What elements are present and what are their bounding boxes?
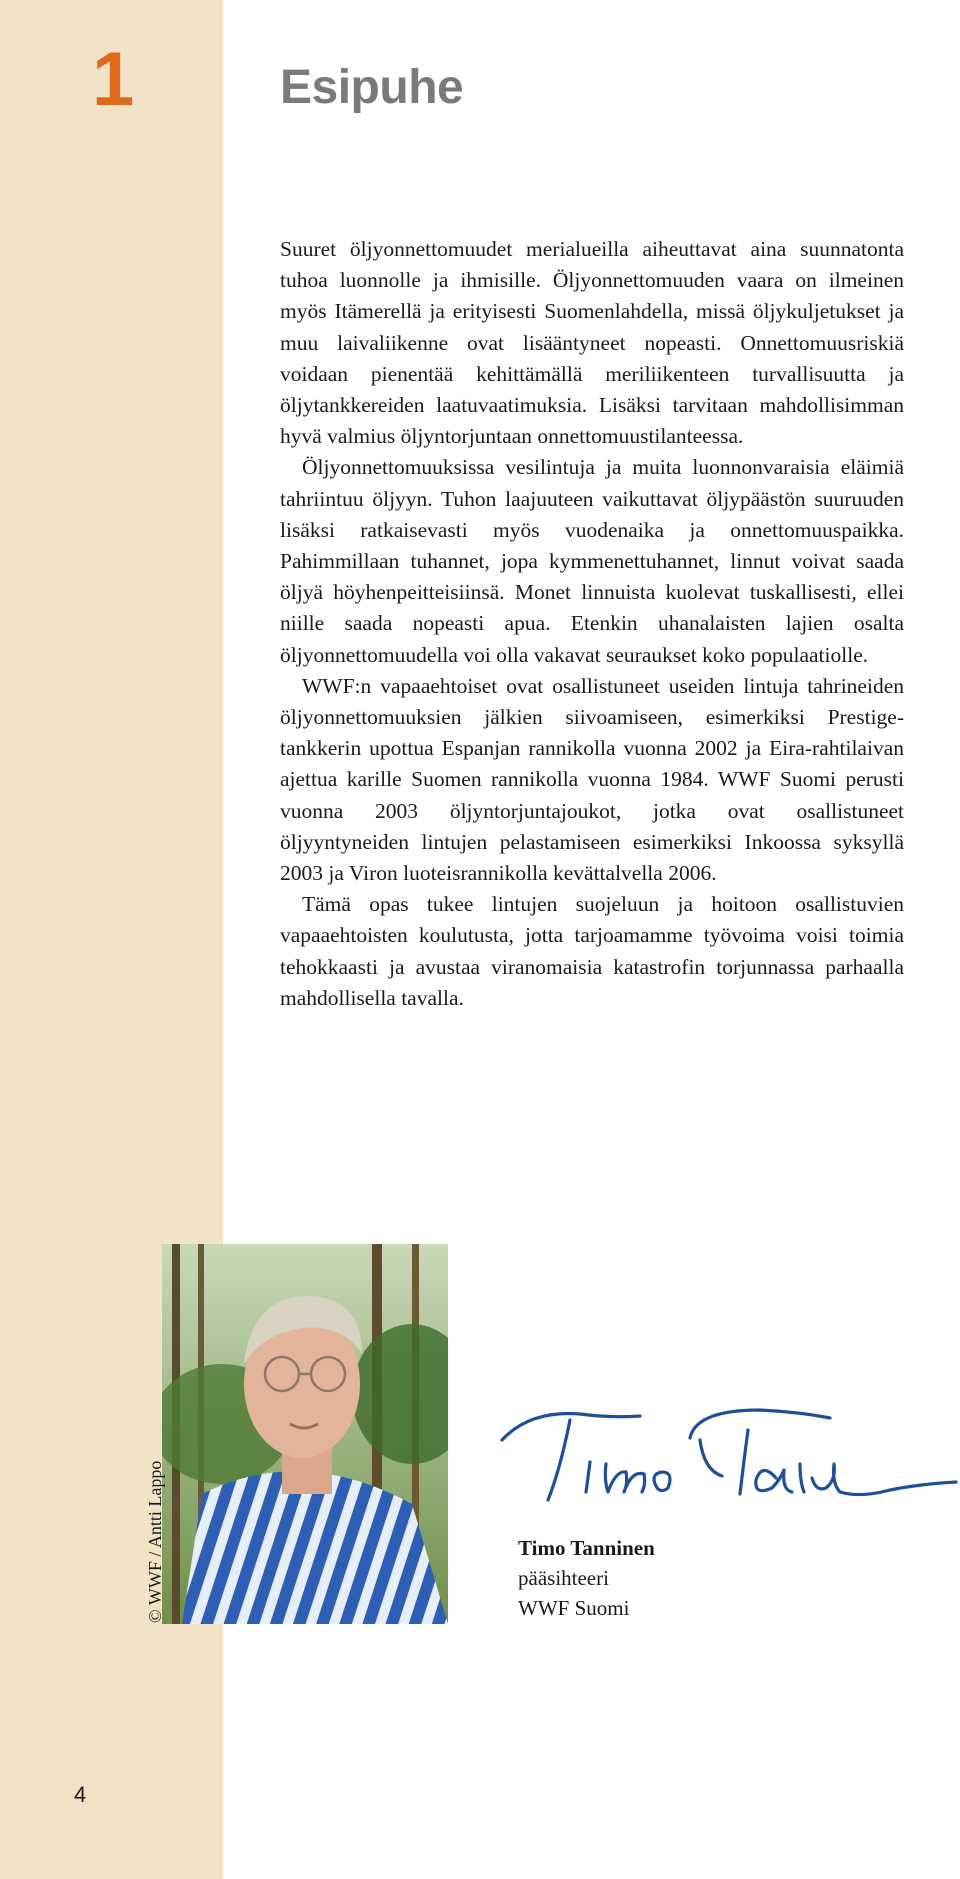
page-number: 4	[74, 1782, 87, 1807]
foreword-text	[280, 234, 904, 1014]
portrait-photo	[162, 1244, 448, 1624]
signature-image	[500, 1400, 960, 1520]
paragraph: WWF:n vapaaehtoiset ovat osallistuneet useiden lintuja tahrineiden öljyonnettomuuksien jälkien siivoamiseen, esimerkiksi Prestige-tankkerin upottua Espanjan rannikolla vuonna 2002 ja Eira-rahtilaivan ajettua karille Suomen rannikolla vuonna 1984. WWF Suomi perusti vuonna 2003 öljyntorjuntajoukot, jotka ovat osallistuneet öljyyntyneiden lintujen pelastamiseen esimerkiksi Inkoossa syksyllä 2003 ja Viron luoteisrannikolla kevättalvella 2006.	[280, 673, 904, 886]
photo-credit: © WWF / Antti Lappo	[145, 1460, 165, 1623]
signatory-organization: WWF Suomi	[518, 1596, 630, 1620]
chapter-number: 1	[92, 37, 135, 122]
chapter-title: Esipuhe	[280, 61, 464, 114]
signatory-role: pääsihteeri	[518, 1566, 609, 1590]
signatory-name: Timo Tanninen	[518, 1536, 655, 1560]
paragraph: Tämä opas tukee lintujen suojeluun ja hoitoon osallistuvien vapaaehtoisten koulutusta, jotta tarjoamamme työvoima voisi toimia tehokkaasti ja avustaa viranomaisia katastrofin torjunnassa parhaalla mahdollisella tavalla.	[280, 892, 904, 1010]
paragraph: Suuret öljyonnettomuudet merialueilla aiheuttavat aina suunnatonta tuhoa luonnolle ja ihmisille. Öljyonnettomuuden vaara on ilmeinen myös Itämerellä ja erityisesti Suomenlahdella, missä öljykuljetukset ja muu laivaliikenne ovat lisääntyneet nopeasti. Onnettomuusriskiä voidaan pienentää kehittämällä meriliikenteen turvallisuutta ja öljytankkereiden laatuvaatimuksia. Lisäksi tarvitaan mahdollisimman hyvä valmius öljyntorjuntaan onnettomuustilanteessa.	[280, 237, 904, 449]
paragraph: Öljyonnettomuuksissa vesilintuja ja muita luonnonvaraisia eläimiä tahriintuu öljyyn. Tuhon laajuuteen vaikuttavat öljypäästön suuruuden lisäksi ratkaisevasti myös vuodenaika ja onnettomuuspaikka. Pahimmillaan tuhannet, jopa kymmenettuhannet, linnut voivat saada öljyä höyhenpeitteisiinsä. Monet linnuista kuolevat tuskallisesti, ellei niille saada nopeasti apua. Etenkin uhanalaisten lajien osalta öljyonnettomuudella voi olla vakavat seuraukset koko populaatiolle.	[280, 455, 904, 667]
